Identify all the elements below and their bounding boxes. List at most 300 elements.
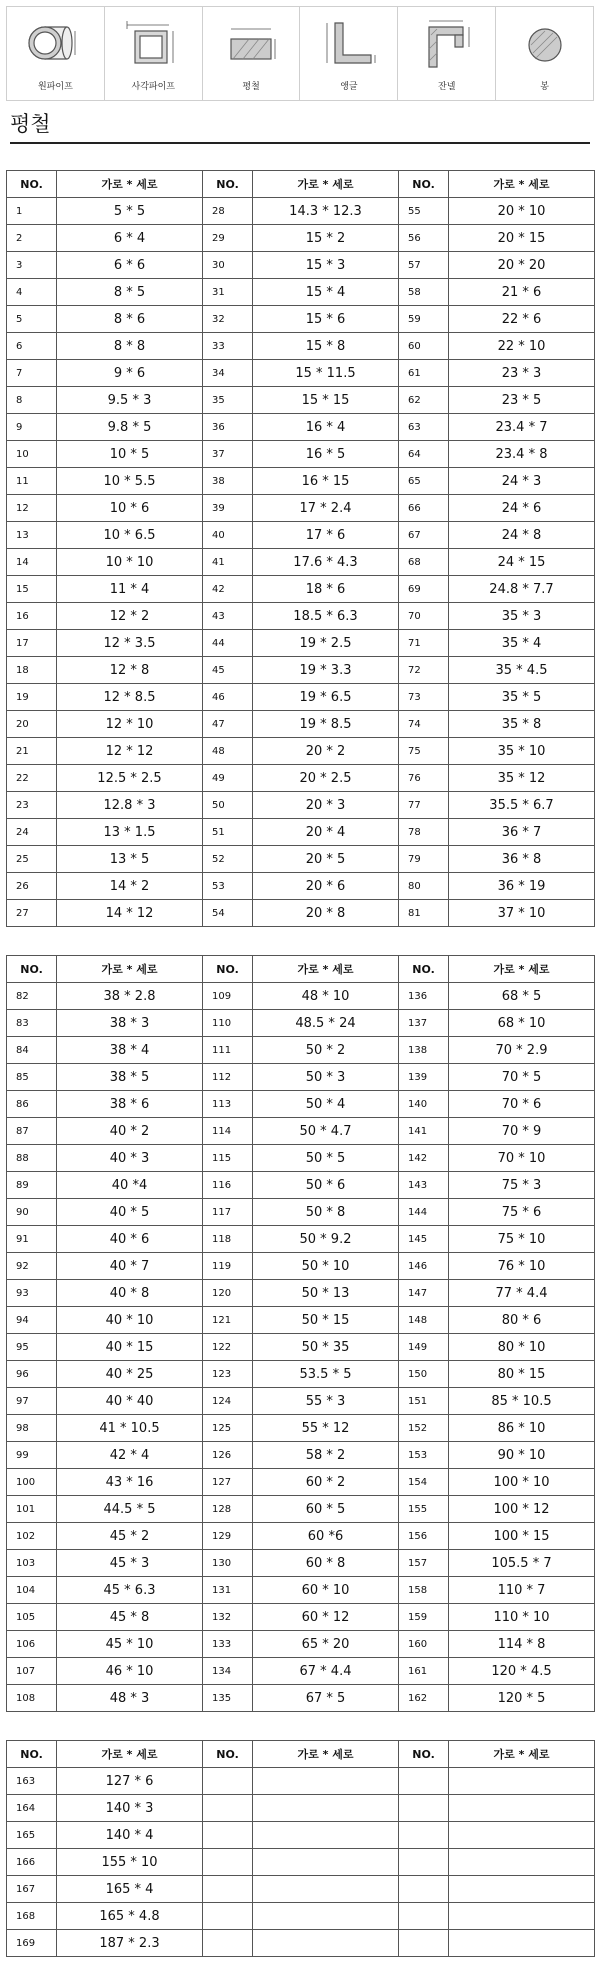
- cell-size: 16 * 5: [253, 441, 399, 468]
- cell-no: 21: [7, 738, 57, 765]
- cell-no: [203, 1822, 253, 1849]
- cell-no: [399, 1903, 449, 1930]
- cell-size: 10 * 6.5: [57, 522, 203, 549]
- cell-no: 165: [7, 1822, 57, 1849]
- table-row: [7, 306, 595, 333]
- cell-no: 83: [7, 1010, 57, 1037]
- cell-no: 80: [399, 873, 449, 900]
- cell-size: 75 * 3: [449, 1172, 595, 1199]
- cell-no: 62: [399, 387, 449, 414]
- cell-no: 129: [203, 1523, 253, 1550]
- table-row: [7, 1822, 595, 1849]
- cell-no: 76: [399, 765, 449, 792]
- cell-size: 35 * 5: [449, 684, 595, 711]
- cell-size: 13 * 5: [57, 846, 203, 873]
- cell-size: 40 * 10: [57, 1307, 203, 1334]
- cell-size: [449, 1876, 595, 1903]
- cell-size: 9 * 6: [57, 360, 203, 387]
- cell-size: 50 * 2: [253, 1037, 399, 1064]
- cell-size: 100 * 12: [449, 1496, 595, 1523]
- cell-no: 26: [7, 873, 57, 900]
- cell-no: 64: [399, 441, 449, 468]
- cell-no: 114: [203, 1118, 253, 1145]
- table-row: [7, 630, 595, 657]
- cell-no: 95: [7, 1334, 57, 1361]
- cell-size: 38 * 6: [57, 1091, 203, 1118]
- cell-size: 17 * 6: [253, 522, 399, 549]
- cell-no: 37: [203, 441, 253, 468]
- table-row: [7, 441, 595, 468]
- column-header-no: NO.: [203, 1741, 253, 1768]
- cell-size: 40 * 25: [57, 1361, 203, 1388]
- cell-size: 20 * 2.5: [253, 765, 399, 792]
- cell-size: 70 * 10: [449, 1145, 595, 1172]
- cell-size: 41 * 10.5: [57, 1415, 203, 1442]
- table-row: [7, 711, 595, 738]
- cell-no: 65: [399, 468, 449, 495]
- cell-size: 53.5 * 5: [253, 1361, 399, 1388]
- cell-size: 23.4 * 8: [449, 441, 595, 468]
- cell-size: 44.5 * 5: [57, 1496, 203, 1523]
- column-header-size: 가로 * 세로: [253, 171, 399, 198]
- cell-size: 40 * 8: [57, 1280, 203, 1307]
- cell-size: [253, 1930, 399, 1957]
- cell-size: 70 * 6: [449, 1091, 595, 1118]
- table-row: [7, 1253, 595, 1280]
- cell-no: 51: [203, 819, 253, 846]
- cell-no: 99: [7, 1442, 57, 1469]
- cell-no: 20: [7, 711, 57, 738]
- cell-no: 96: [7, 1361, 57, 1388]
- cell-no: 17: [7, 630, 57, 657]
- table-row: [7, 1469, 595, 1496]
- cell-no: 139: [399, 1064, 449, 1091]
- cell-no: 10: [7, 441, 57, 468]
- cell-size: [449, 1849, 595, 1876]
- cell-size: 20 * 2: [253, 738, 399, 765]
- table-row: [7, 198, 595, 225]
- cell-size: 16 * 15: [253, 468, 399, 495]
- cell-no: 131: [203, 1577, 253, 1604]
- cell-no: 120: [203, 1280, 253, 1307]
- cell-no: 122: [203, 1334, 253, 1361]
- table-row: [7, 1658, 595, 1685]
- cell-no: [399, 1930, 449, 1957]
- cell-size: 75 * 6: [449, 1199, 595, 1226]
- category-square-pipe[interactable]: [105, 7, 203, 100]
- cell-no: 108: [7, 1685, 57, 1712]
- cell-size: 35 * 8: [449, 711, 595, 738]
- cell-no: 74: [399, 711, 449, 738]
- cell-no: 166: [7, 1849, 57, 1876]
- table-row: [7, 279, 595, 306]
- table-row: [7, 1876, 595, 1903]
- table-row: [7, 1604, 595, 1631]
- cell-no: 117: [203, 1199, 253, 1226]
- cell-no: 102: [7, 1523, 57, 1550]
- cell-size: 45 * 2: [57, 1523, 203, 1550]
- cell-no: [203, 1876, 253, 1903]
- cell-size: 70 * 9: [449, 1118, 595, 1145]
- cell-no: 147: [399, 1280, 449, 1307]
- cell-size: 18.5 * 6.3: [253, 603, 399, 630]
- cell-size: 90 * 10: [449, 1442, 595, 1469]
- cell-size: 50 * 10: [253, 1253, 399, 1280]
- cell-size: 24 * 3: [449, 468, 595, 495]
- cell-size: 18 * 6: [253, 576, 399, 603]
- category-label: 평철: [242, 82, 260, 92]
- cell-no: 56: [399, 225, 449, 252]
- column-header-size: 가로 * 세로: [57, 171, 203, 198]
- cell-size: 17.6 * 4.3: [253, 549, 399, 576]
- cell-no: 148: [399, 1307, 449, 1334]
- cell-size: [449, 1768, 595, 1795]
- cell-size: 70 * 2.9: [449, 1037, 595, 1064]
- cell-no: 72: [399, 657, 449, 684]
- table-header-row: [7, 956, 595, 983]
- cell-size: 58 * 2: [253, 1442, 399, 1469]
- cell-no: 57: [399, 252, 449, 279]
- cell-size: 68 * 5: [449, 983, 595, 1010]
- cell-no: 126: [203, 1442, 253, 1469]
- cell-no: 119: [203, 1253, 253, 1280]
- cell-no: 33: [203, 333, 253, 360]
- cell-no: 66: [399, 495, 449, 522]
- table-row: [7, 1091, 595, 1118]
- cell-size: 19 * 3.3: [253, 657, 399, 684]
- cell-no: 13: [7, 522, 57, 549]
- cell-no: 155: [399, 1496, 449, 1523]
- cell-size: 120 * 4.5: [449, 1658, 595, 1685]
- cell-size: 60 * 12: [253, 1604, 399, 1631]
- cell-no: 85: [7, 1064, 57, 1091]
- cell-no: [203, 1903, 253, 1930]
- cell-no: 118: [203, 1226, 253, 1253]
- cell-size: 127 * 6: [57, 1768, 203, 1795]
- cell-no: 39: [203, 495, 253, 522]
- table-row: [7, 252, 595, 279]
- cell-size: 11 * 4: [57, 576, 203, 603]
- round-pipe-icon: [23, 17, 87, 69]
- cell-no: 152: [399, 1415, 449, 1442]
- cell-no: 135: [203, 1685, 253, 1712]
- cell-size: 50 * 4: [253, 1091, 399, 1118]
- cell-no: 111: [203, 1037, 253, 1064]
- cell-size: 36 * 19: [449, 873, 595, 900]
- cell-size: 20 * 15: [449, 225, 595, 252]
- category-round-bar[interactable]: [496, 7, 593, 100]
- cell-size: 45 * 6.3: [57, 1577, 203, 1604]
- cell-no: 116: [203, 1172, 253, 1199]
- cell-size: 35 * 4.5: [449, 657, 595, 684]
- cell-size: 67 * 5: [253, 1685, 399, 1712]
- cell-no: 59: [399, 306, 449, 333]
- cell-size: 14.3 * 12.3: [253, 198, 399, 225]
- spec-table-1: [6, 170, 595, 927]
- table-row: [7, 1037, 595, 1064]
- cell-size: 45 * 8: [57, 1604, 203, 1631]
- cell-no: 153: [399, 1442, 449, 1469]
- cell-size: 48 * 3: [57, 1685, 203, 1712]
- table-row: [7, 684, 595, 711]
- cell-size: 50 * 4.7: [253, 1118, 399, 1145]
- cell-size: 70 * 5: [449, 1064, 595, 1091]
- angle-icon: [317, 17, 381, 69]
- cell-size: 85 * 10.5: [449, 1388, 595, 1415]
- cell-no: 106: [7, 1631, 57, 1658]
- cell-size: 20 * 5: [253, 846, 399, 873]
- cell-size: 45 * 10: [57, 1631, 203, 1658]
- table-row: [7, 1334, 595, 1361]
- cell-no: 34: [203, 360, 253, 387]
- cell-size: 12.5 * 2.5: [57, 765, 203, 792]
- cell-no: 88: [7, 1145, 57, 1172]
- cell-size: 14 * 12: [57, 900, 203, 927]
- cell-no: 36: [203, 414, 253, 441]
- cell-size: 40 * 6: [57, 1226, 203, 1253]
- cell-no: 154: [399, 1469, 449, 1496]
- cell-no: 144: [399, 1199, 449, 1226]
- cell-size: 60 *6: [253, 1523, 399, 1550]
- cell-no: 164: [7, 1795, 57, 1822]
- spec-table-2: [6, 955, 595, 1712]
- cell-no: 54: [203, 900, 253, 927]
- cell-no: 23: [7, 792, 57, 819]
- cell-size: 10 * 6: [57, 495, 203, 522]
- cell-no: 143: [399, 1172, 449, 1199]
- column-header-size: 가로 * 세로: [449, 171, 595, 198]
- cell-no: 156: [399, 1523, 449, 1550]
- cell-size: 9.5 * 3: [57, 387, 203, 414]
- cell-no: 14: [7, 549, 57, 576]
- title-divider: [10, 142, 590, 144]
- category-round-pipe[interactable]: [7, 7, 105, 100]
- table-row: [7, 1307, 595, 1334]
- cell-size: 67 * 4.4: [253, 1658, 399, 1685]
- cell-no: 19: [7, 684, 57, 711]
- cell-no: [399, 1795, 449, 1822]
- cell-size: 50 * 9.2: [253, 1226, 399, 1253]
- cell-size: 40 * 15: [57, 1334, 203, 1361]
- cell-no: 81: [399, 900, 449, 927]
- category-channel[interactable]: [398, 7, 496, 100]
- cell-size: [449, 1930, 595, 1957]
- cell-no: 90: [7, 1199, 57, 1226]
- cell-no: 140: [399, 1091, 449, 1118]
- cell-size: 24 * 15: [449, 549, 595, 576]
- cell-no: 22: [7, 765, 57, 792]
- cell-no: 12: [7, 495, 57, 522]
- cell-no: 38: [203, 468, 253, 495]
- cell-size: 86 * 10: [449, 1415, 595, 1442]
- cell-no: 91: [7, 1226, 57, 1253]
- column-header-no: NO.: [399, 1741, 449, 1768]
- table-row: [7, 1442, 595, 1469]
- cell-size: 23.4 * 7: [449, 414, 595, 441]
- cell-size: 36 * 7: [449, 819, 595, 846]
- cell-size: 60 * 2: [253, 1469, 399, 1496]
- cell-no: 168: [7, 1903, 57, 1930]
- cell-no: 79: [399, 846, 449, 873]
- cell-size: 12 * 2: [57, 603, 203, 630]
- cell-size: 15 * 6: [253, 306, 399, 333]
- column-header-size: 가로 * 세로: [449, 956, 595, 983]
- cell-size: 19 * 6.5: [253, 684, 399, 711]
- table-row: [7, 549, 595, 576]
- table-row: [7, 738, 595, 765]
- column-header-size: 가로 * 세로: [57, 956, 203, 983]
- table-header-row: [7, 171, 595, 198]
- column-header-size: 가로 * 세로: [449, 1741, 595, 1768]
- cell-size: 80 * 10: [449, 1334, 595, 1361]
- category-label: 봉: [540, 82, 549, 92]
- cell-no: 167: [7, 1876, 57, 1903]
- cell-no: 8: [7, 387, 57, 414]
- cell-no: 125: [203, 1415, 253, 1442]
- column-header-no: NO.: [7, 171, 57, 198]
- cell-size: 23 * 5: [449, 387, 595, 414]
- cell-no: 107: [7, 1658, 57, 1685]
- cell-no: 105: [7, 1604, 57, 1631]
- cell-no: 162: [399, 1685, 449, 1712]
- column-header-size: 가로 * 세로: [253, 956, 399, 983]
- cell-no: 115: [203, 1145, 253, 1172]
- cell-size: [253, 1795, 399, 1822]
- cell-size: 12 * 10: [57, 711, 203, 738]
- cell-no: [203, 1849, 253, 1876]
- cell-size: 48 * 10: [253, 983, 399, 1010]
- table-row: [7, 1064, 595, 1091]
- cell-no: 169: [7, 1930, 57, 1957]
- cell-no: [399, 1876, 449, 1903]
- cell-size: 100 * 10: [449, 1469, 595, 1496]
- category-bar: [6, 6, 594, 101]
- cell-no: 151: [399, 1388, 449, 1415]
- cell-size: 43 * 16: [57, 1469, 203, 1496]
- cell-no: 18: [7, 657, 57, 684]
- table-row: [7, 1903, 595, 1930]
- category-label: 앵글: [340, 82, 358, 92]
- cell-size: 50 * 5: [253, 1145, 399, 1172]
- cell-no: 84: [7, 1037, 57, 1064]
- cell-no: 4: [7, 279, 57, 306]
- cell-size: 80 * 15: [449, 1361, 595, 1388]
- cell-no: 46: [203, 684, 253, 711]
- cell-size: 40 * 5: [57, 1199, 203, 1226]
- table-row: [7, 1496, 595, 1523]
- cell-size: 15 * 8: [253, 333, 399, 360]
- category-label: 사각파이프: [131, 82, 175, 92]
- cell-size: 8 * 6: [57, 306, 203, 333]
- cell-size: [253, 1903, 399, 1930]
- cell-no: 49: [203, 765, 253, 792]
- cell-no: 128: [203, 1496, 253, 1523]
- cell-size: 42 * 4: [57, 1442, 203, 1469]
- cell-size: 155 * 10: [57, 1849, 203, 1876]
- cell-no: 58: [399, 279, 449, 306]
- cell-size: 48.5 * 24: [253, 1010, 399, 1037]
- table-row: [7, 1631, 595, 1658]
- cell-size: 20 * 3: [253, 792, 399, 819]
- cell-size: 38 * 4: [57, 1037, 203, 1064]
- cell-size: 140 * 3: [57, 1795, 203, 1822]
- cell-no: 42: [203, 576, 253, 603]
- cell-no: 89: [7, 1172, 57, 1199]
- cell-size: 35 * 12: [449, 765, 595, 792]
- cell-no: [203, 1768, 253, 1795]
- category-label: 원파이프: [38, 82, 73, 92]
- cell-no: 137: [399, 1010, 449, 1037]
- cell-no: 159: [399, 1604, 449, 1631]
- flat-bar-icon: [219, 17, 283, 69]
- cell-size: 8 * 8: [57, 333, 203, 360]
- cell-no: 121: [203, 1307, 253, 1334]
- cell-no: 133: [203, 1631, 253, 1658]
- cell-no: 41: [203, 549, 253, 576]
- cell-no: 9: [7, 414, 57, 441]
- channel-icon: [415, 17, 479, 69]
- cell-size: 38 * 2.8: [57, 983, 203, 1010]
- cell-size: 12 * 12: [57, 738, 203, 765]
- cell-size: 9.8 * 5: [57, 414, 203, 441]
- cell-size: 46 * 10: [57, 1658, 203, 1685]
- cell-no: 44: [203, 630, 253, 657]
- cell-size: 36 * 8: [449, 846, 595, 873]
- cell-size: 187 * 2.3: [57, 1930, 203, 1957]
- table-row: [7, 468, 595, 495]
- cell-size: 165 * 4.8: [57, 1903, 203, 1930]
- cell-no: 92: [7, 1253, 57, 1280]
- category-flat-bar[interactable]: [203, 7, 301, 100]
- cell-size: 114 * 8: [449, 1631, 595, 1658]
- cell-no: 75: [399, 738, 449, 765]
- cell-no: 100: [7, 1469, 57, 1496]
- table-row: [7, 1280, 595, 1307]
- cell-size: 68 * 10: [449, 1010, 595, 1037]
- table-row: [7, 414, 595, 441]
- table-row: [7, 603, 595, 630]
- cell-size: 37 * 10: [449, 900, 595, 927]
- category-angle[interactable]: [300, 7, 398, 100]
- cell-size: 24 * 6: [449, 495, 595, 522]
- table-header-row: [7, 1741, 595, 1768]
- cell-no: 70: [399, 603, 449, 630]
- cell-no: [203, 1930, 253, 1957]
- cell-size: 105.5 * 7: [449, 1550, 595, 1577]
- cell-size: 10 * 5: [57, 441, 203, 468]
- column-header-no: NO.: [399, 171, 449, 198]
- cell-size: 15 * 11.5: [253, 360, 399, 387]
- cell-size: 165 * 4: [57, 1876, 203, 1903]
- cell-no: 52: [203, 846, 253, 873]
- cell-size: 60 * 5: [253, 1496, 399, 1523]
- cell-size: 8 * 5: [57, 279, 203, 306]
- cell-no: 94: [7, 1307, 57, 1334]
- cell-size: 40 *4: [57, 1172, 203, 1199]
- column-header-no: NO.: [203, 956, 253, 983]
- square-pipe-icon: [121, 17, 185, 69]
- table-row: [7, 657, 595, 684]
- table-row: [7, 387, 595, 414]
- cell-size: 22 * 10: [449, 333, 595, 360]
- cell-size: 50 * 8: [253, 1199, 399, 1226]
- cell-size: 17 * 2.4: [253, 495, 399, 522]
- cell-size: 35 * 4: [449, 630, 595, 657]
- cell-no: 98: [7, 1415, 57, 1442]
- cell-size: 50 * 3: [253, 1064, 399, 1091]
- category-label: 잔넬: [438, 82, 456, 92]
- cell-no: 3: [7, 252, 57, 279]
